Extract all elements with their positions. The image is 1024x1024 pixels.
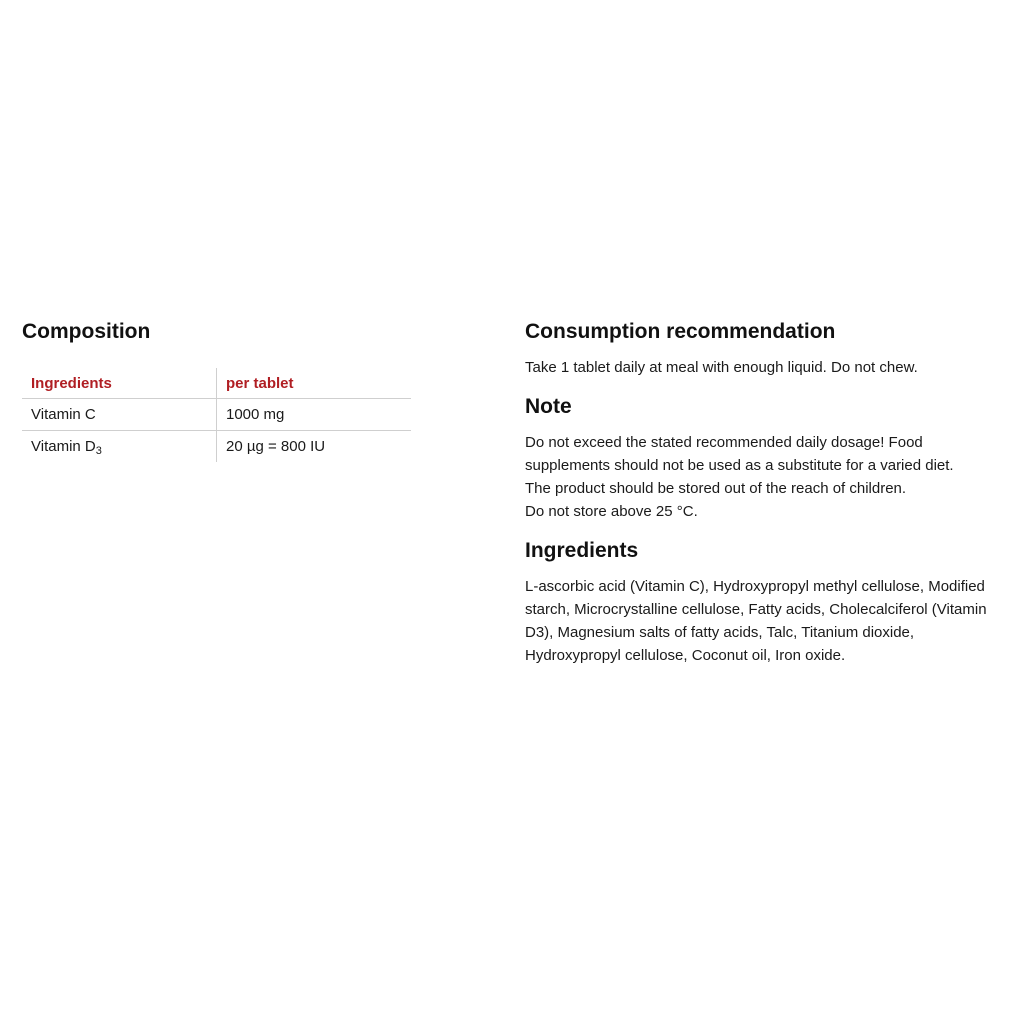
composition-table <box>22 368 411 462</box>
ingredients-text <box>525 575 1005 667</box>
ingredients-line: L-ascorbic acid (Vitamin C), Hydroxypropyl methyl cellulose, Modified <box>525 578 985 595</box>
ingredient-name-text: Vitamin D <box>31 438 96 455</box>
ingredient-name <box>22 431 217 463</box>
note-title: Note <box>525 395 572 418</box>
ingredient-name <box>22 399 217 431</box>
note-line: Do not store above 25 °C. <box>525 503 698 520</box>
ingredients-line: starch, Microcrystalline cellulose, Fatty acids, Cholecalciferol (Vitamin <box>525 601 987 618</box>
table-row <box>22 431 411 463</box>
ingredients-line: D3), Magnesium salts of fatty acids, Talc, Titanium dioxide, <box>525 624 915 641</box>
header-ingredients: Ingredients <box>22 368 217 399</box>
ingredient-name-text: Vitamin C <box>31 406 96 423</box>
consumption-title: Consumption recommendation <box>525 320 836 343</box>
composition-title: Composition <box>22 320 151 343</box>
ingredients-title: Ingredients <box>525 539 639 562</box>
note-text <box>525 431 1005 523</box>
info-column <box>525 318 1005 667</box>
note-line: Do not exceed the stated recommended daily dosage! Food <box>525 434 923 451</box>
consumption-text: Take 1 tablet daily at meal with enough liquid. Do not chew. <box>525 359 918 376</box>
ingredient-name-subscript: 3 <box>95 445 102 457</box>
note-line: The product should be stored out of the reach of children. <box>525 480 907 497</box>
ingredient-amount: 1000 mg <box>217 399 412 431</box>
table-row <box>22 399 411 431</box>
ingredients-line: Hydroxypropyl cellulose, Coconut oil, Iron oxide. <box>525 647 846 664</box>
note-line: supplements should not be used as a substitute for a varied diet. <box>525 457 954 474</box>
ingredient-amount: 20 µg = 800 IU <box>226 438 326 455</box>
composition-section <box>22 318 422 462</box>
table-header-row <box>22 368 411 399</box>
header-per-tablet: per tablet <box>217 368 412 399</box>
